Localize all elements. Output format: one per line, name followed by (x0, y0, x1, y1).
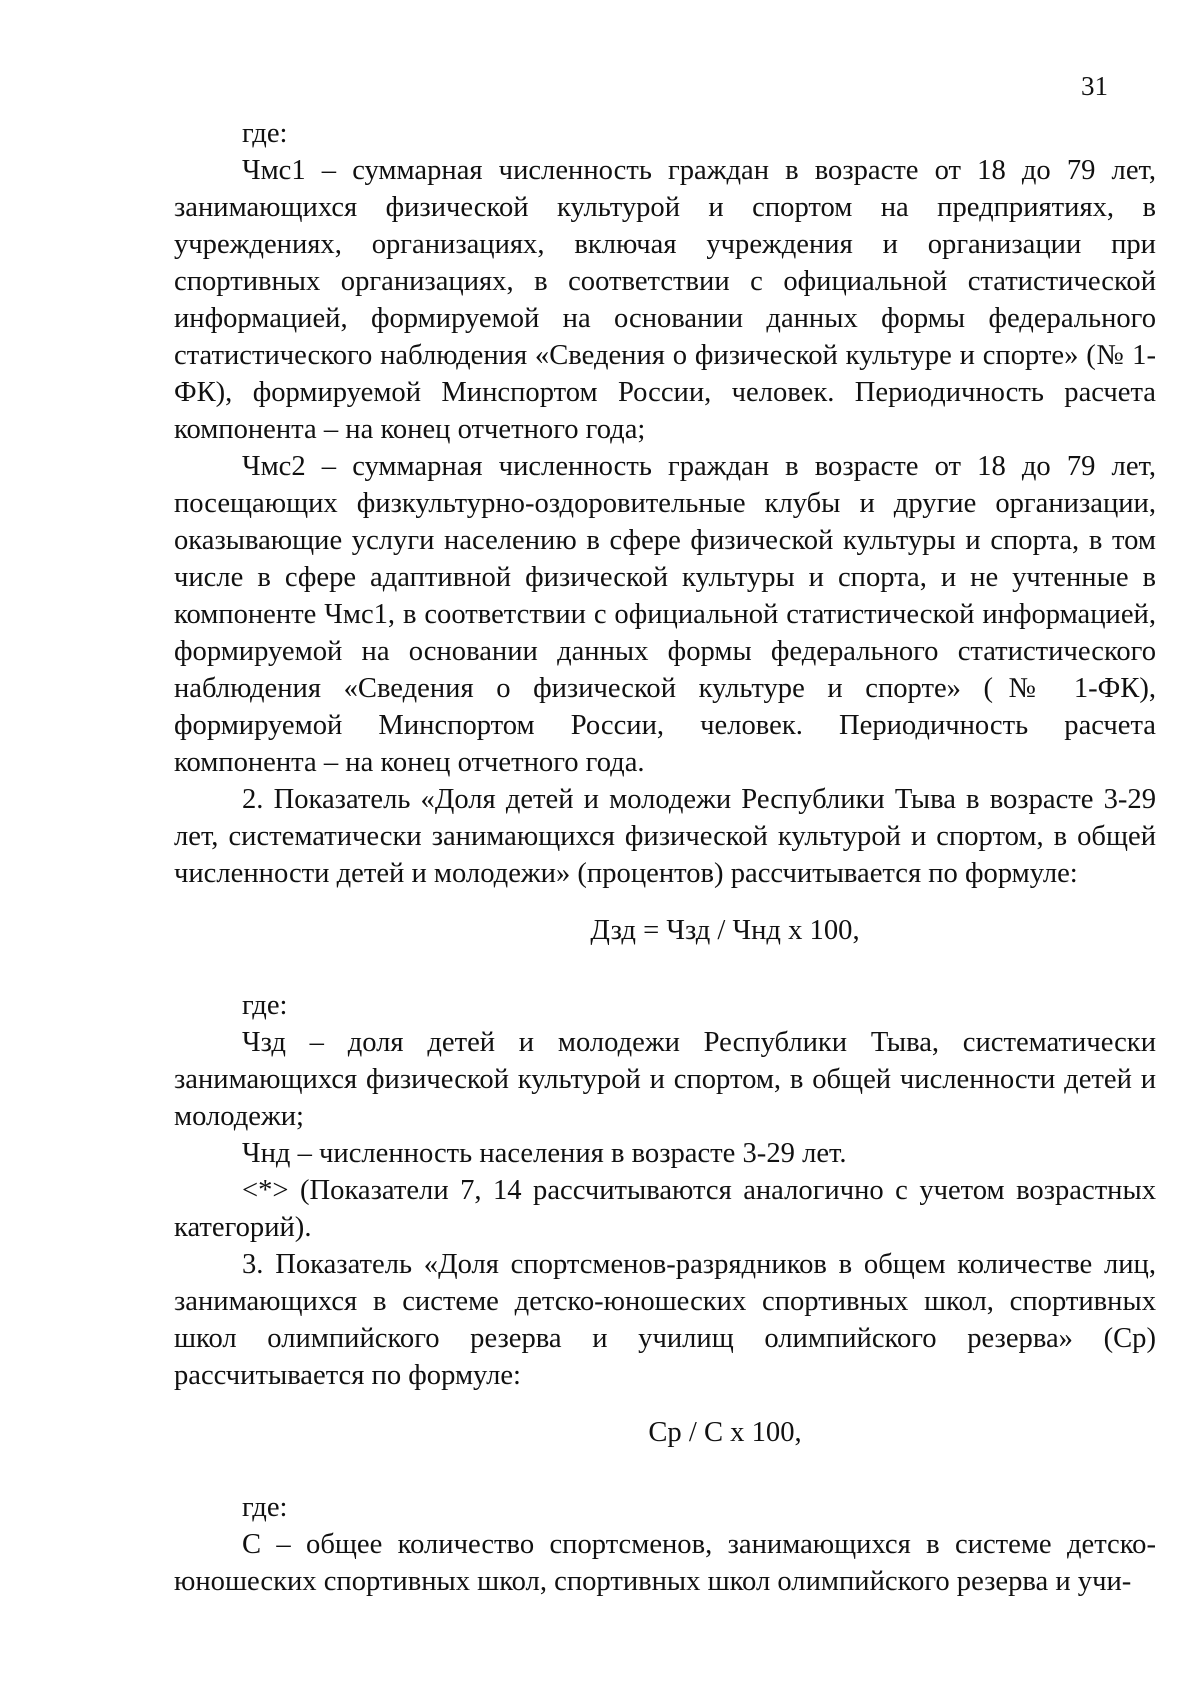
indicator-3-paragraph: 3. Показатель «Доля спортсменов-разрядников в общем количестве лиц, занимающихся в системе детско-юношеских спортивных школ, спортивных школ олимпийского резерва и училищ олимпийского резерва» (Ср) рассчитывается по формуле: (174, 1249, 1156, 1391)
note-paragraph: <*> (Показатели 7, 14 рассчитываются аналогично с учетом возрастных категорий). (174, 1175, 1156, 1243)
definition-chms2: Чмс2 – суммарная численность граждан в возрасте от 18 до 79 лет, посещающих физкультурно-оздоровительные клубы и другие организации, оказывающие услуги населению в сфере физической культуры и спорта, в том числе в сфере адаптивной физической культуры и спорта, и не учтенные в компоненте Чмс1, в соответствии с официальной статистической информацией, формируемой на основании данных формы федерального статистического наблюдения «Сведения о физической культуре и спорте» (№ 1-ФК), формируемой Минспортом России, человек. Периодичность расчета компонента – на конец отчетного года. (174, 451, 1156, 778)
formula-2: Дзд = Чзд / Чнд х 100, (590, 915, 860, 946)
where-label: где: (242, 990, 288, 1021)
spacer (174, 1451, 1156, 1489)
spacer (174, 892, 1156, 912)
formula-3: Ср / С х 100, (648, 1417, 802, 1448)
definition-c: С – общее количество спортсменов, занимающихся в системе детско-юношеских спортивных школ, спортивных школ олимпийского резерва и учи- (174, 1529, 1156, 1597)
definition-chnd: Чнд – численность населения в возрасте 3-29 лет. (242, 1138, 847, 1169)
spacer (174, 1394, 1156, 1414)
document-body (174, 115, 1156, 1600)
indicator-2-paragraph: 2. Показатель «Доля детей и молодежи Республики Тыва в возрасте 3-29 лет, систематически занимающихся физической культурой и спортом, в общей численности детей и молодежи» (процентов) рассчитывается по формуле: (174, 784, 1156, 889)
spacer (174, 949, 1156, 987)
where-label: где: (242, 118, 288, 149)
definition-chms1: Чмс1 – суммарная численность граждан в возрасте от 18 до 79 лет, занимающихся физической культурой и спортом на предприятиях, в учреждениях, организациях, включая учреждения и организации при спортивных организациях, в соответствии с официальной статистической информацией, формируемой на основании данных формы федерального статистического наблюдения «Сведения о физической культуре и спорте» (№ 1-ФК), формируемой Минспортом России, человек. Периодичность расчета компонента – на конец отчетного года; (174, 155, 1156, 445)
definition-chzd: Чзд – доля детей и молодежи Республики Тыва, систематически занимающихся физической культурой и спортом, в общей численности детей и молодежи; (174, 1027, 1156, 1132)
where-label: где: (242, 1492, 288, 1523)
page-number: 31 (1081, 71, 1108, 101)
